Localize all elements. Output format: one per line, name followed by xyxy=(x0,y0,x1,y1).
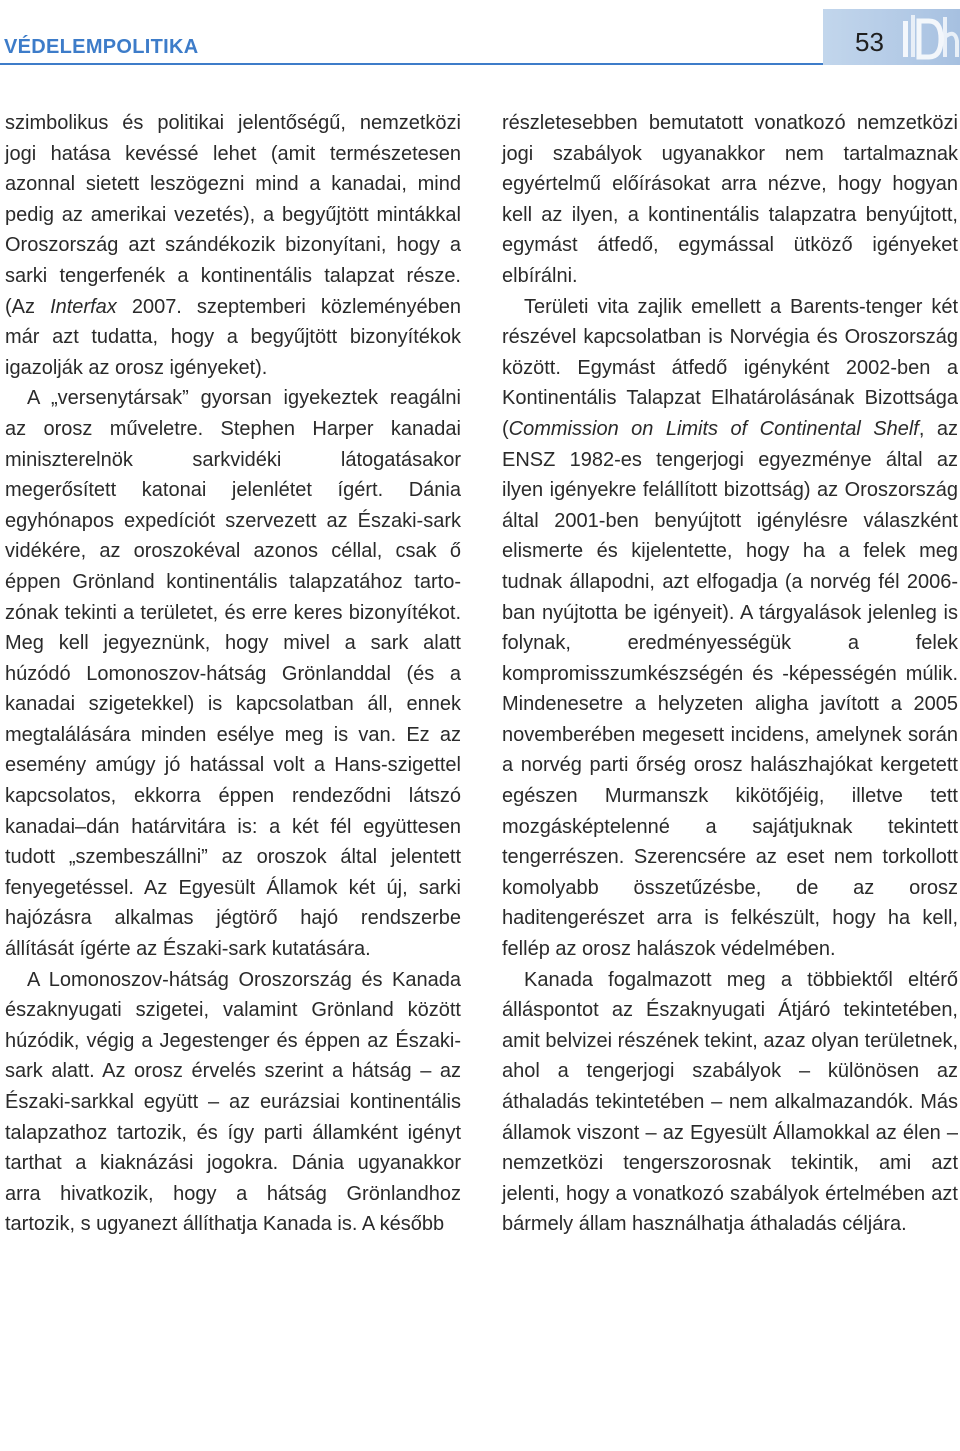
page-number-box xyxy=(823,9,960,65)
paragraph-text: , az ENSZ 1982-es tengerjogi egyezménye által az ilyen igényekre felállított bizottság) az Oroszország által 2001-ben benyújtott igénylésre válaszként elismerte és kijelentette, hogy ha a felek meg tudnak állapodni, azt elfogadja (a norvég fél 2006-ban nyújtotta be igényeit). A tárgyalások jelenleg is folynak, eredményességük a felek kompromisszumkészségén és -képességén múlik. Mindenesetre a helyzeten aligha javított a 2005 novemberében megesett incidens, amelynek során a norvég parti őrség orosz halászhajókat kergetett egészen Murmanszk kikötőjéig, illetve tett mozgásképtelenné a sajátjuknak tekintett tengerrészen. Szerencsére az eset nem torkollott komolyabb összetűzésbe, de az orosz haditengerészet arra is felkészült, hogy ha kell, fellép az orosz halászok védelmében. xyxy=(502,417,958,961)
commission-name: Commission on Limits of Continental Shelf xyxy=(508,417,919,440)
page-header xyxy=(0,0,960,70)
paragraph: A Lomonoszov-hátság Oroszország és Kanada északnyugati szigetei, valamint Grönland között húzódik, végig a Jegestenger és éppen az Északi-sark alatt. Az orosz érvelés szerint a hátság – az Északi-sarkkal együtt – az eurázsiai kontinentális talapzathoz tartozik, és így parti államként igényt tarthat a kiaknázási jogokra. Dánia ugyanakkor arra hivatkozik, hogy a hátság Grönlandhoz tartozik, s ugyanezt állíthatja Kanada is. A később xyxy=(5,968,461,1236)
paragraph-text: 2007. szeptemberi közleményében már azt tudatta, hogy a begyűjtött bizonyítékok igazolják az orosz igényeket). xyxy=(5,295,461,379)
left-column xyxy=(5,108,461,1240)
paragraph: Kanada fogalmazott meg a többiektől eltérő álláspontot az Északnyugati Átjáró tekintetében, amit belvizei részének tekint, azaz olyan területnek, ahol a tengerjogi szabályok – különösen az áthaladás tekintetében – nem alkalmazandók. Más államok viszont – az Egyesült Államokkal az élen – nemzetközi tengerszorosnak tekintik, ami azt jelenti, hogy a vonatkozó szabályok értelmében azt bármely állam használhatja áthaladás céljára. xyxy=(502,968,958,1236)
header-rule xyxy=(0,63,823,65)
page-number: 53 xyxy=(855,27,884,57)
paragraph-text: szimbolikus és politikai jelentőségű, nemzetközi jogi hatása kevéssé lehet (amit természetesen azonnal sietett leszögezni mind a kanadai, mind pedig az amerikai vezetés), a begyűjtött mintákkal Oroszország azt szándékozik bizonyítani, hogy a sarki tengerfenék a kontinentális talapzat része. (Az xyxy=(5,112,461,318)
right-column xyxy=(502,108,958,1240)
paragraph-text: Területi vita zajlik emellett a Barents-tenger két részével kapcsolatban is Norvégia és Oroszország között. Egymást átfedő igényként 2002-ben a Kontinentális Talapzat Elhatárolásának Bizottsága ( xyxy=(502,295,958,440)
paragraph xyxy=(502,292,958,965)
paragraph xyxy=(5,108,461,383)
source-name: Interfax xyxy=(50,295,117,318)
paragraph: A „versenytársak” gyorsan igyekeztek reagálni az orosz műveletre. Stephen Harper kanadai miniszterelnök sarkvidéki látogatásakor megerősített katonai jelenlétet ígért. Dánia egyhónapos expedíciót szervezett az Északi-sark vidékére, az oroszokéval azonos céllal, csak ő éppen Grönland kontinentális talapzatához tartozónak tekinti a területet, és erre keres bizonyítékot. Meg kell jegyeznünk, hogy mivel a sark alatt húzódó Lomonoszov-hátság Grönlanddal (és a kanadai szigetekkel) is kapcsolatban áll, ennek megtalálására minden esélye meg is van. Ez az esemény amúgy jó hatással volt a Hans-szigettel kapcsolatos, ekkorra éppen rendeződni látszó kanadai–dán határvitára is: a két fél együttesen tudott „szembeszállni” az oroszok által jelentett fenyegetéssel. Az Egyesült Államok két új, sarki hajózásra alkalmas jégtörő hajó rendszerbe állítását ígérte az Északi-sark kutatására. xyxy=(5,387,461,961)
paragraph: részletesebben bemutatott vonatkozó nemzetközi jogi szabályok ugyanakkor nem tartalmaznak egyértelmű előírásokat arra nézve, hogy hogyan kell az ilyen, a kontinentális talapzatra benyújtott, egymást átfedő, egymással ütköző igényeket elbírálni. xyxy=(502,112,958,287)
section-title: VÉDELEMPOLITIKA xyxy=(4,36,199,58)
journal-logo-icon xyxy=(899,11,959,63)
